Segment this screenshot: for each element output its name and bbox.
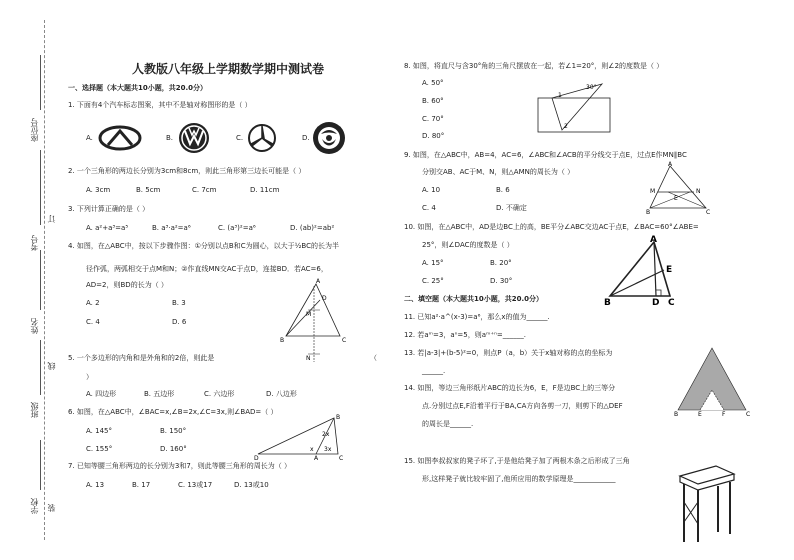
q9-label-m: M xyxy=(650,188,656,195)
gear-logo-icon xyxy=(312,121,346,155)
q6-label-2x: 2x xyxy=(322,431,330,438)
q4-label-d: D xyxy=(322,295,327,302)
q6-label-d: D xyxy=(254,455,259,462)
q9-label-b: B xyxy=(646,209,651,216)
q4-label-b: B xyxy=(280,337,285,344)
infiniti-logo-icon xyxy=(98,125,142,151)
q9-opt-c: C. 4 xyxy=(422,204,436,212)
q14-label-f: F xyxy=(722,411,726,418)
q5-opt-b: B. 五边形 xyxy=(144,390,175,398)
q4-label-n: N xyxy=(306,355,311,362)
q8-opt-a: A. 50° xyxy=(422,79,444,87)
q12-text: 12. 若aᵐ=3，aⁿ=5，则aᵐ⁺ⁿ=______. xyxy=(404,331,526,339)
q14-figure xyxy=(674,346,754,416)
q10-figure xyxy=(604,234,684,306)
volkswagen-logo-icon xyxy=(178,122,210,154)
binding-sidebar xyxy=(0,0,62,560)
q6-label-x: x xyxy=(310,446,314,453)
q7-opt-d: D. 13或10 xyxy=(234,481,269,489)
q4-opt-a: A. 2 xyxy=(86,299,100,307)
q10-label-a: A xyxy=(650,235,657,245)
q7-opt-c: C. 13或17 xyxy=(178,481,213,489)
q9-label-a: A xyxy=(668,161,673,168)
field-exam-number: 考号 xyxy=(30,235,39,251)
q7-opt-b: B. 17 xyxy=(132,481,151,489)
q10-label-d: D xyxy=(652,298,660,308)
q1-opt-c: C. xyxy=(236,134,244,142)
q13-line-2: ______. xyxy=(422,367,446,375)
page-title: 人教版八年级上学期数学期中测试卷 xyxy=(132,62,325,76)
mark-install: 装 xyxy=(47,504,56,512)
q10-opt-b: B. 20° xyxy=(490,259,512,267)
q10-opt-c: C. 25° xyxy=(422,277,444,285)
q3-opt-a: A. a²+a³=a⁵ xyxy=(86,224,129,232)
q2-stem: 2. 一个三角形的两边长分别为3cm和8cm，则此三角形第三边长可能是（ ） xyxy=(68,167,306,175)
q1-opt-b: B. xyxy=(166,134,174,142)
q5-opt-d: D. 八边形 xyxy=(266,390,297,398)
q8-stem: 8. 如图，将直尺与含30°角的三角尺摆放在一起，若∠1=20°，则∠2的度数是（ ） xyxy=(404,62,664,70)
field-name-line xyxy=(40,250,41,310)
q9-opt-d: D. 不确定 xyxy=(496,204,527,212)
q8-label-1: 1 xyxy=(558,92,562,99)
q1-opt-d: D. xyxy=(302,134,310,142)
q2-opt-b: B. 5cm xyxy=(136,186,161,194)
q9-opt-a: A. 10 xyxy=(422,186,441,194)
q10-label-b: B xyxy=(604,298,611,308)
field-seat: 座位号 xyxy=(30,118,39,142)
q5-opt-c: C. 六边形 xyxy=(204,390,235,398)
q15-line-2: 形,这样凳子就比较牢固了,他所应用的数学原理是____________ xyxy=(422,475,616,483)
q14-line-2: 点.分别过点E,F沿着平行于BA,CA方向各剪一刀，则剪下的△DEF xyxy=(422,402,623,410)
q7-stem: 7. 已知等腰三角形两边的长分别为3和7，则此等腰三角形的周长为（ ） xyxy=(68,462,292,470)
q10-line-1: 10. 如图，在△ABC中，AD是边BC上的高，BE平分∠ABC交边AC于点E，∠BAC=60°∠ABE= xyxy=(404,223,699,231)
q6-figure xyxy=(254,414,346,462)
q4-label-c: C xyxy=(342,337,347,344)
q5-opt-a: A. 四边形 xyxy=(86,390,117,398)
q9-figure xyxy=(646,162,714,214)
q2-opt-a: A. 3cm xyxy=(86,186,111,194)
q6-stem: 6. 如图，在△ABC中，∠BAC=x,∠B=2x,∠C=3x,则∠BAD=（ ） xyxy=(68,408,278,416)
mark-bind: 订 xyxy=(47,215,56,223)
q8-label-30: 30° xyxy=(586,84,597,91)
q6-opt-b: B. 150° xyxy=(160,427,187,435)
q4-label-a: A xyxy=(316,278,321,285)
q2-opt-d: D. 11cm xyxy=(250,186,280,194)
q6-opt-a: A. 145° xyxy=(86,427,112,435)
q8-opt-d: D. 80° xyxy=(422,132,445,140)
q13-line-1: 13. 若|a-3|+(b-5)²=0，则点P（a，b）关于x轴对称的点的坐标为 xyxy=(404,349,613,357)
q8-opt-b: B. 60° xyxy=(422,97,444,105)
mark-line: 线 xyxy=(47,362,56,370)
q11-text: 11. 已知a²·a^(x-3)=a⁶，那么x的值为______. xyxy=(404,313,550,321)
q2-opt-c: C. 7cm xyxy=(192,186,217,194)
q9-label-c: C xyxy=(706,209,711,216)
q1-stem: 1. 下面有4个汽车标志图案，其中不是轴对称图形的是（ ） xyxy=(68,101,252,109)
q4-line-1: 4. 如图，在△ABC中，按以下步骤作图：①分别以点B和C为圆心，以大于½BC的长为半 xyxy=(68,242,339,250)
field-school-line xyxy=(40,440,41,490)
q14-label-b: B xyxy=(674,411,679,418)
q1-opt-a: A. xyxy=(86,134,93,142)
field-seat-line xyxy=(40,55,41,110)
q4-line-3: AD=2，则BD的长为（ ） xyxy=(86,281,168,289)
q5-paren-open: （ xyxy=(370,354,377,362)
q14-line-1: 14. 如图，等边三角形纸片ABC的边长为6，E，F是边BC上的三等分 xyxy=(404,384,616,392)
q9-opt-b: B. 6 xyxy=(496,186,510,194)
mercedes-logo-icon xyxy=(247,123,277,153)
q3-opt-b: B. a³·a²=a⁶ xyxy=(152,224,191,232)
q14-line-3: 的周长是______. xyxy=(422,420,474,428)
q8-label-2: 2 xyxy=(564,123,568,130)
q9-line-1: 9. 如图，在△ABC中，AB=4，AC=6，∠ABC和∠ACB的平分线交于点E，过点E作MN∥BC xyxy=(404,151,687,159)
q8-opt-c: C. 70° xyxy=(422,115,444,123)
q9-line-2: 分别交AB、AC于M、N，则△AMN的周长为（ ） xyxy=(422,168,575,176)
q10-label-c: C xyxy=(668,298,675,308)
q5-stem: 5. 一个多边形的内角和是外角和的2倍，则此是 xyxy=(68,354,215,362)
field-class-line xyxy=(40,340,41,395)
q10-label-e: E xyxy=(666,265,673,275)
q6-label-3x: 3x xyxy=(324,446,332,453)
binding-line xyxy=(44,20,45,540)
q5-paren-close: ） xyxy=(86,373,93,381)
field-class: 班级 xyxy=(30,402,39,418)
q4-opt-c: C. 4 xyxy=(86,318,100,326)
q4-figure xyxy=(280,278,350,366)
q9-label-e: E xyxy=(674,195,678,202)
q10-line-2: 25°，则∠DAC的度数是（ ） xyxy=(422,241,514,249)
q14-label-e: E xyxy=(698,411,702,418)
q4-opt-b: B. 3 xyxy=(172,299,186,307)
q6-label-a: A xyxy=(314,455,319,462)
q10-opt-d: D. 30° xyxy=(490,277,513,285)
q4-opt-d: D. 6 xyxy=(172,318,187,326)
q8-figure xyxy=(536,80,616,136)
stool-figure xyxy=(676,462,738,544)
q3-stem: 3. 下列计算正确的是（ ） xyxy=(68,205,150,213)
field-exam-number-line xyxy=(40,150,41,225)
q14-label-c: C xyxy=(746,411,751,418)
field-school: 学校 xyxy=(30,498,39,514)
q10-opt-a: A. 15° xyxy=(422,259,444,267)
q9-label-n: N xyxy=(696,188,701,195)
q6-opt-c: C. 155° xyxy=(86,445,113,453)
q6-opt-d: D. 160° xyxy=(160,445,187,453)
q6-label-c: C xyxy=(339,455,344,462)
section-choice: 一、选择题（本大题共10小题，共20.0分） xyxy=(68,84,208,92)
section-fill: 二、填空题（本大题共10小题，共20.0分） xyxy=(404,295,544,303)
q15-line-1: 15. 如图李叔叔家的凳子坏了,于是他给凳子加了两根木条之后形成了三角 xyxy=(404,457,630,465)
q7-opt-a: A. 13 xyxy=(86,481,105,489)
q3-opt-d: D. (ab)²=ab² xyxy=(290,224,335,232)
q4-label-m: M xyxy=(306,311,312,318)
field-name: 姓名 xyxy=(30,318,39,334)
q3-opt-c: C. (a³)²=a⁶ xyxy=(218,224,256,232)
q4-line-2: 径作弧，两弧相交于点M和N；②作直线MN交AC于点D，连接BD．若AC=6， xyxy=(86,265,328,273)
q6-label-b: B xyxy=(336,414,341,421)
